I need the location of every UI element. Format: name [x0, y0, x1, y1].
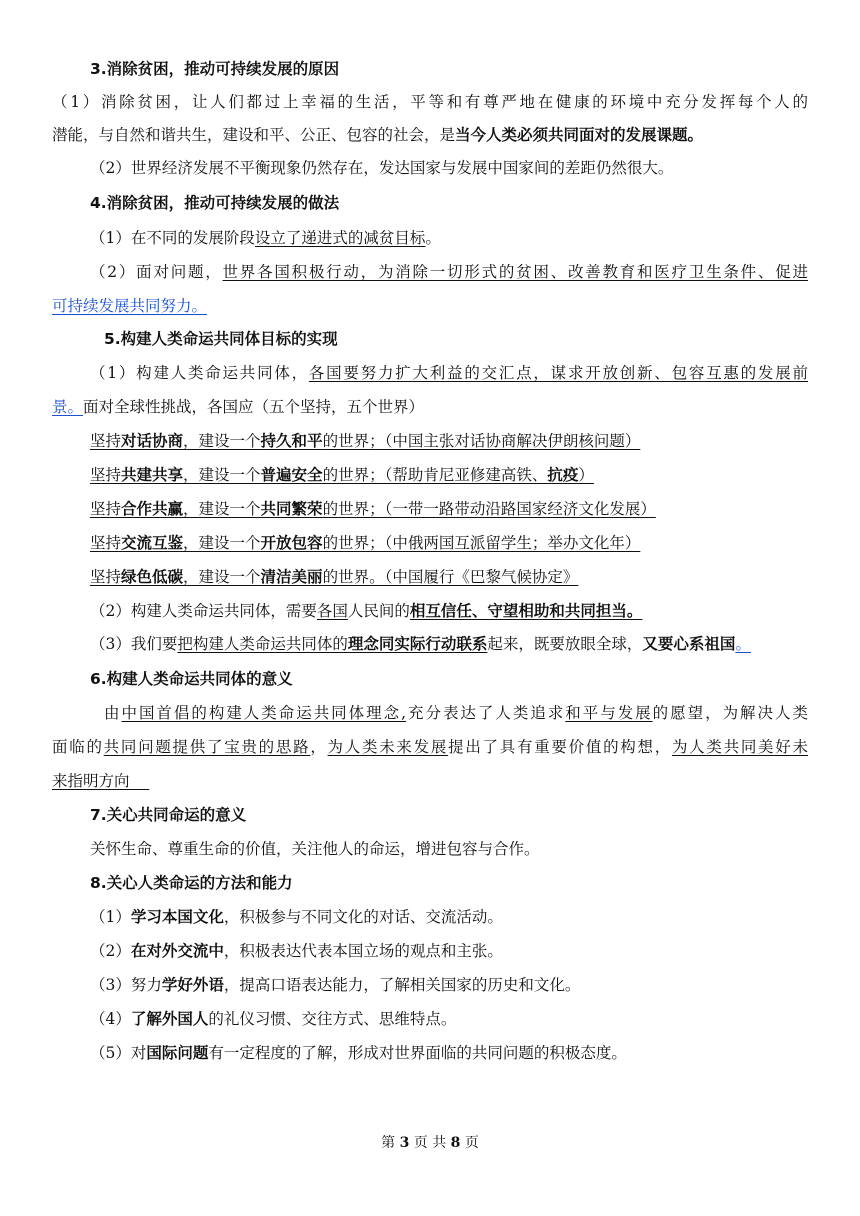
five-persist-item-4: 坚持交流互鉴，建设一个开放包容的世界；（中俄两国互派留学生；举办文化年） — [90, 534, 641, 552]
page-footer: 第 3 页 共 8 页 — [381, 1135, 479, 1151]
five-persist-item-3: 坚持合作共赢，建设一个共同繁荣的世界；（一带一路带动沿路国家经济文化发展） — [90, 500, 656, 518]
section-3-para-1-line-2: 潜能，与自然和谐共生，建设和平、公正、包容的社会，是当今人类必须共同面对的发展课题。 — [52, 126, 704, 144]
section-8-heading: 8.关心人类命运的方法和能力 — [90, 874, 293, 892]
section-4-heading: 4.消除贫困，推动可持续发展的做法 — [90, 194, 340, 212]
section-5-heading: 5.构建人类命运共同体目标的实现 — [104, 330, 338, 348]
section-5-para-1-line-2: 景。面对全球性挑战，各国应（五个坚持，五个世界） — [52, 398, 425, 416]
section-4-para-2-line-1: （2）面对问题，世界各国积极行动，为消除一切形式的贫困、改善教育和医疗卫生条件、促进 — [90, 263, 808, 281]
section-3-heading: 3.消除贫困，推动可持续发展的原因 — [90, 60, 340, 78]
five-persist-item-5: 坚持绿色低碳，建设一个清洁美丽的世界。（中国履行《巴黎气候协定》 — [90, 568, 579, 586]
section-5-para-1-line-1: （1）构建人类命运共同体，各国要努力扩大利益的交汇点，谋求开放创新、包容互惠的发展前 — [90, 364, 808, 382]
five-persist-item-1: 坚持对话协商，建设一个持久和平的世界；（中国主张对话协商解决伊朗核问题） — [90, 432, 641, 450]
section-8-item-2: （2）在对外交流中，积极表达代表本国立场的观点和主张。 — [90, 942, 503, 960]
section-3-para-2: （2）世界经济发展不平衡现象仍然存在，发达国家与发展中国家间的差距仍然很大。 — [90, 159, 674, 177]
page-number: 3 — [399, 1135, 410, 1151]
page-total: 8 — [450, 1135, 461, 1151]
section-4-para-1: （1）在不同的发展阶段设立了递进式的减贫目标。 — [90, 229, 441, 247]
section-6-line-1: 由中国首倡的构建人类命运共同体理念,充分表达了人类追求和平与发展的愿望，为解决人类 — [104, 704, 808, 722]
section-8-item-1: （1）学习本国文化，积极参与不同文化的对话、交流活动。 — [90, 908, 503, 926]
bold-phrase: 当今人类必须共同面对的发展课题。 — [455, 126, 704, 144]
five-persist-item-2: 坚持共建共享，建设一个普遍安全的世界；（帮助肯尼亚修建高铁、抗疫） — [90, 466, 594, 484]
section-6-line-2: 面临的共同问题提供了宝贵的思路，为人类未来发展提出了具有重要价值的构想，为人类共同美好未 — [52, 738, 808, 756]
section-3-para-1-line-1: （1）消除贫困，让人们都过上幸福的生活，平等和有尊严地在健康的环境中充分发挥每个人的 — [52, 93, 808, 111]
section-6-line-3: 来指明方向 — [52, 772, 130, 790]
section-8-item-3: （3）努力学好外语，提高口语表达能力，了解相关国家的历史和文化。 — [90, 976, 581, 994]
section-8-item-5: （5）对国际问题有一定程度的了解，形成对世界面临的共同问题的积极态度。 — [90, 1044, 627, 1062]
section-8-item-4: （4）了解外国人的礼仪习惯、交往方式、思维特点。 — [90, 1010, 457, 1028]
section-5-para-2: （2）构建人类命运共同体，需要各国人民间的相互信任、守望相助和共同担当。 — [90, 602, 643, 620]
section-5-para-3: （3）我们要把构建人类命运共同体的理念同实际行动联系起来，既要放眼全球，又要心系祖国。 — [90, 635, 751, 653]
section-6-heading: 6.构建人类命运共同体的意义 — [90, 670, 293, 688]
section-4-para-2-line-2: 可持续发展共同努力。 — [52, 297, 208, 315]
section-7-heading: 7.关心共同命运的意义 — [90, 806, 247, 824]
section-7-para: 关怀生命、尊重生命的价值，关注他人的命运，增进包容与合作。 — [90, 840, 540, 858]
